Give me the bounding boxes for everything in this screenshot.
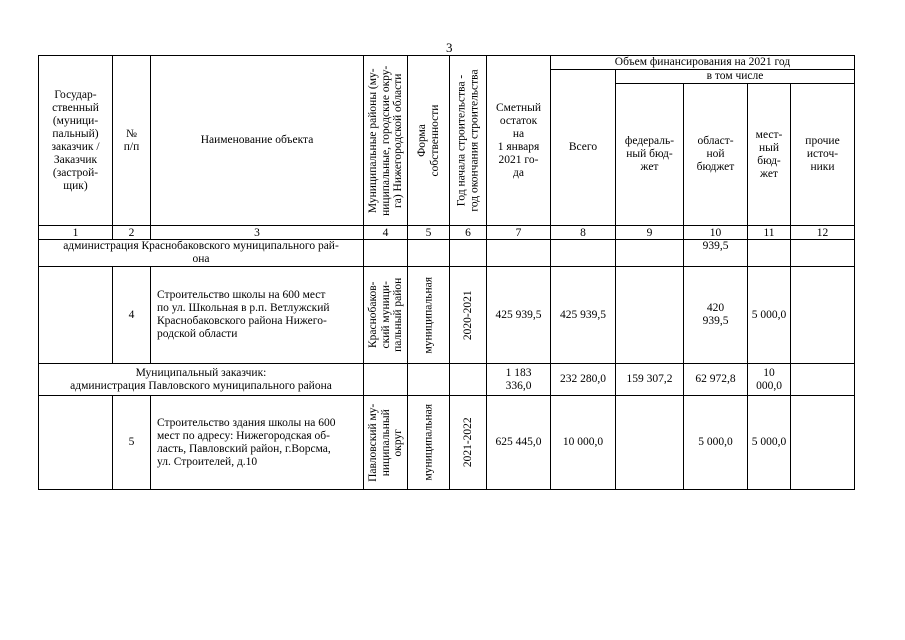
header-districts bbox=[364, 56, 408, 226]
header-remainder bbox=[487, 56, 551, 226]
text-line: федераль- bbox=[624, 135, 675, 147]
text-line: Заказчик bbox=[53, 153, 98, 166]
header-federal bbox=[616, 84, 684, 226]
text-line: ниципальный bbox=[379, 409, 392, 476]
text-line: Павловский му- bbox=[366, 403, 379, 482]
text-line: га) Нижегородской области bbox=[391, 73, 404, 208]
text-line: 2021 го- bbox=[498, 153, 539, 166]
text-line: прочие bbox=[805, 135, 840, 147]
table-row bbox=[39, 240, 855, 267]
customer-cell bbox=[39, 240, 364, 267]
text-line: да bbox=[513, 166, 524, 179]
text-line: 1 января bbox=[497, 140, 540, 153]
text-line: она bbox=[192, 253, 210, 265]
text-line: п/п bbox=[123, 140, 140, 153]
col-number: 10 bbox=[684, 226, 748, 240]
text-line: на bbox=[512, 127, 525, 140]
regional-budget-cell bbox=[684, 267, 748, 364]
total-cell: 232 280,0 bbox=[551, 364, 616, 396]
regional-budget-cell: 939,5 bbox=[684, 240, 748, 267]
object-number-cell: 4 bbox=[113, 267, 151, 364]
text-line: ный бюд- bbox=[626, 148, 673, 160]
remainder-cell bbox=[487, 364, 551, 396]
financing-table bbox=[38, 55, 855, 490]
years-cell: 2021-2022 bbox=[450, 396, 487, 490]
text-line: по ул. Школьная в р.п. Ветлужский bbox=[157, 302, 330, 314]
text-line: ной bbox=[706, 148, 725, 160]
header-years bbox=[450, 56, 487, 226]
text-line: администрация Павловского муниципального района bbox=[70, 379, 332, 392]
local-budget-cell: 5 000,0 bbox=[748, 267, 791, 364]
col-number: 12 bbox=[791, 226, 855, 240]
text-line: щик) bbox=[63, 179, 88, 192]
text-line: пальный район bbox=[391, 277, 404, 353]
federal-budget-cell: 159 307,2 bbox=[616, 364, 684, 396]
table-row bbox=[39, 364, 855, 396]
text-line: 939,5 bbox=[702, 315, 729, 327]
col-number: 4 bbox=[364, 226, 408, 240]
text-line: ственный bbox=[52, 101, 99, 114]
text-line: ниципальные, городские окру- bbox=[379, 65, 392, 216]
text-line: Строительство школы на 600 мест bbox=[157, 289, 326, 301]
local-budget-cell: 5 000,0 bbox=[748, 396, 791, 490]
text-line: Краснобаковского района Нижего- bbox=[157, 315, 327, 327]
text-line: ул. Строителей, д.10 bbox=[157, 455, 258, 468]
text-line: остаток bbox=[499, 114, 538, 127]
remainder-cell: 625 445,0 bbox=[487, 396, 551, 490]
total-cell: 10 000,0 bbox=[551, 396, 616, 490]
object-name-cell bbox=[151, 267, 364, 364]
table-row bbox=[39, 396, 855, 490]
header-object-name: Наименование объекта bbox=[151, 56, 364, 226]
text-line: бюджет bbox=[696, 161, 735, 173]
text-line: 336,0 bbox=[505, 379, 532, 392]
column-numbers-row bbox=[39, 226, 855, 240]
text-line: собственности bbox=[428, 104, 441, 177]
col-number: 8 bbox=[551, 226, 616, 240]
total-cell: 425 939,5 bbox=[551, 267, 616, 364]
header-local bbox=[748, 84, 791, 226]
col-number: 3 bbox=[151, 226, 364, 240]
header-total: Всего bbox=[551, 70, 616, 226]
text-line: округ bbox=[391, 428, 404, 457]
text-line: (застрой- bbox=[52, 166, 99, 179]
text-line: мест- bbox=[755, 128, 783, 141]
text-line: Сметный bbox=[495, 101, 542, 114]
text-line: администрация Краснобаковского муниципального рай- bbox=[63, 240, 339, 252]
header-other bbox=[791, 84, 855, 226]
col-number: 6 bbox=[450, 226, 487, 240]
text-line: ники bbox=[810, 161, 835, 173]
text-line: ласть, Павловский район, г.Ворсма, bbox=[157, 442, 331, 455]
ownership-cell: муниципальная bbox=[408, 267, 450, 364]
col-number: 9 bbox=[616, 226, 684, 240]
text-line: Муниципальные районы (му- bbox=[366, 68, 379, 213]
text-line: родской области bbox=[157, 328, 238, 340]
regional-budget-cell: 5 000,0 bbox=[684, 396, 748, 490]
header-regional bbox=[684, 84, 748, 226]
ownership-cell: муниципальная bbox=[408, 396, 450, 490]
text-line: ный bbox=[758, 141, 780, 154]
col-number: 5 bbox=[408, 226, 450, 240]
text-line: Год начала строительства - bbox=[455, 74, 468, 207]
text-line: 420 bbox=[706, 302, 725, 314]
text-line: Краснобаков- bbox=[366, 281, 379, 349]
object-name-cell bbox=[151, 396, 364, 490]
district-cell bbox=[364, 267, 408, 364]
text-line: год окончания строительства bbox=[468, 69, 480, 212]
table-row bbox=[39, 267, 855, 364]
col-number: 7 bbox=[487, 226, 551, 240]
text-line: Строительство здания школы на 600 bbox=[157, 416, 336, 429]
text-line: № bbox=[126, 127, 137, 140]
regional-budget-cell: 62 972,8 bbox=[684, 364, 748, 396]
text-line: 10 bbox=[763, 366, 775, 379]
col-number: 1 bbox=[39, 226, 113, 240]
text-line: 1 183 bbox=[505, 366, 532, 379]
header-financing: Объем финансирования на 2021 год bbox=[551, 56, 855, 70]
col-number: 11 bbox=[748, 226, 791, 240]
object-number-cell: 5 bbox=[113, 396, 151, 490]
text-line: мест по адресу: Нижегородская об- bbox=[157, 429, 330, 442]
header-including: в том числе bbox=[616, 70, 855, 84]
text-line: Государ- bbox=[54, 88, 97, 101]
local-budget-cell bbox=[748, 364, 791, 396]
text-line: жет bbox=[640, 161, 659, 173]
years-cell: 2020-2021 bbox=[450, 267, 487, 364]
text-line: Форма bbox=[416, 124, 428, 157]
text-line: ский муници- bbox=[379, 281, 392, 349]
text-line: пальный) bbox=[52, 127, 99, 140]
col-number: 2 bbox=[113, 226, 151, 240]
header-num bbox=[113, 56, 151, 226]
text-line: (муници- bbox=[52, 114, 99, 127]
district-cell bbox=[364, 396, 408, 490]
header-ownership bbox=[408, 56, 450, 226]
text-line: Муниципальный заказчик: bbox=[135, 366, 267, 379]
page-number: 3 bbox=[446, 40, 453, 55]
text-line: 000,0 bbox=[756, 379, 782, 392]
text-line: бюд- bbox=[757, 154, 781, 167]
customer-cell bbox=[39, 364, 364, 396]
remainder-cell: 425 939,5 bbox=[487, 267, 551, 364]
text-line: област- bbox=[697, 135, 734, 147]
text-line: заказчик / bbox=[51, 140, 100, 153]
text-line: источ- bbox=[806, 148, 839, 160]
header-customer bbox=[39, 56, 113, 226]
text-line: жет bbox=[760, 167, 778, 180]
